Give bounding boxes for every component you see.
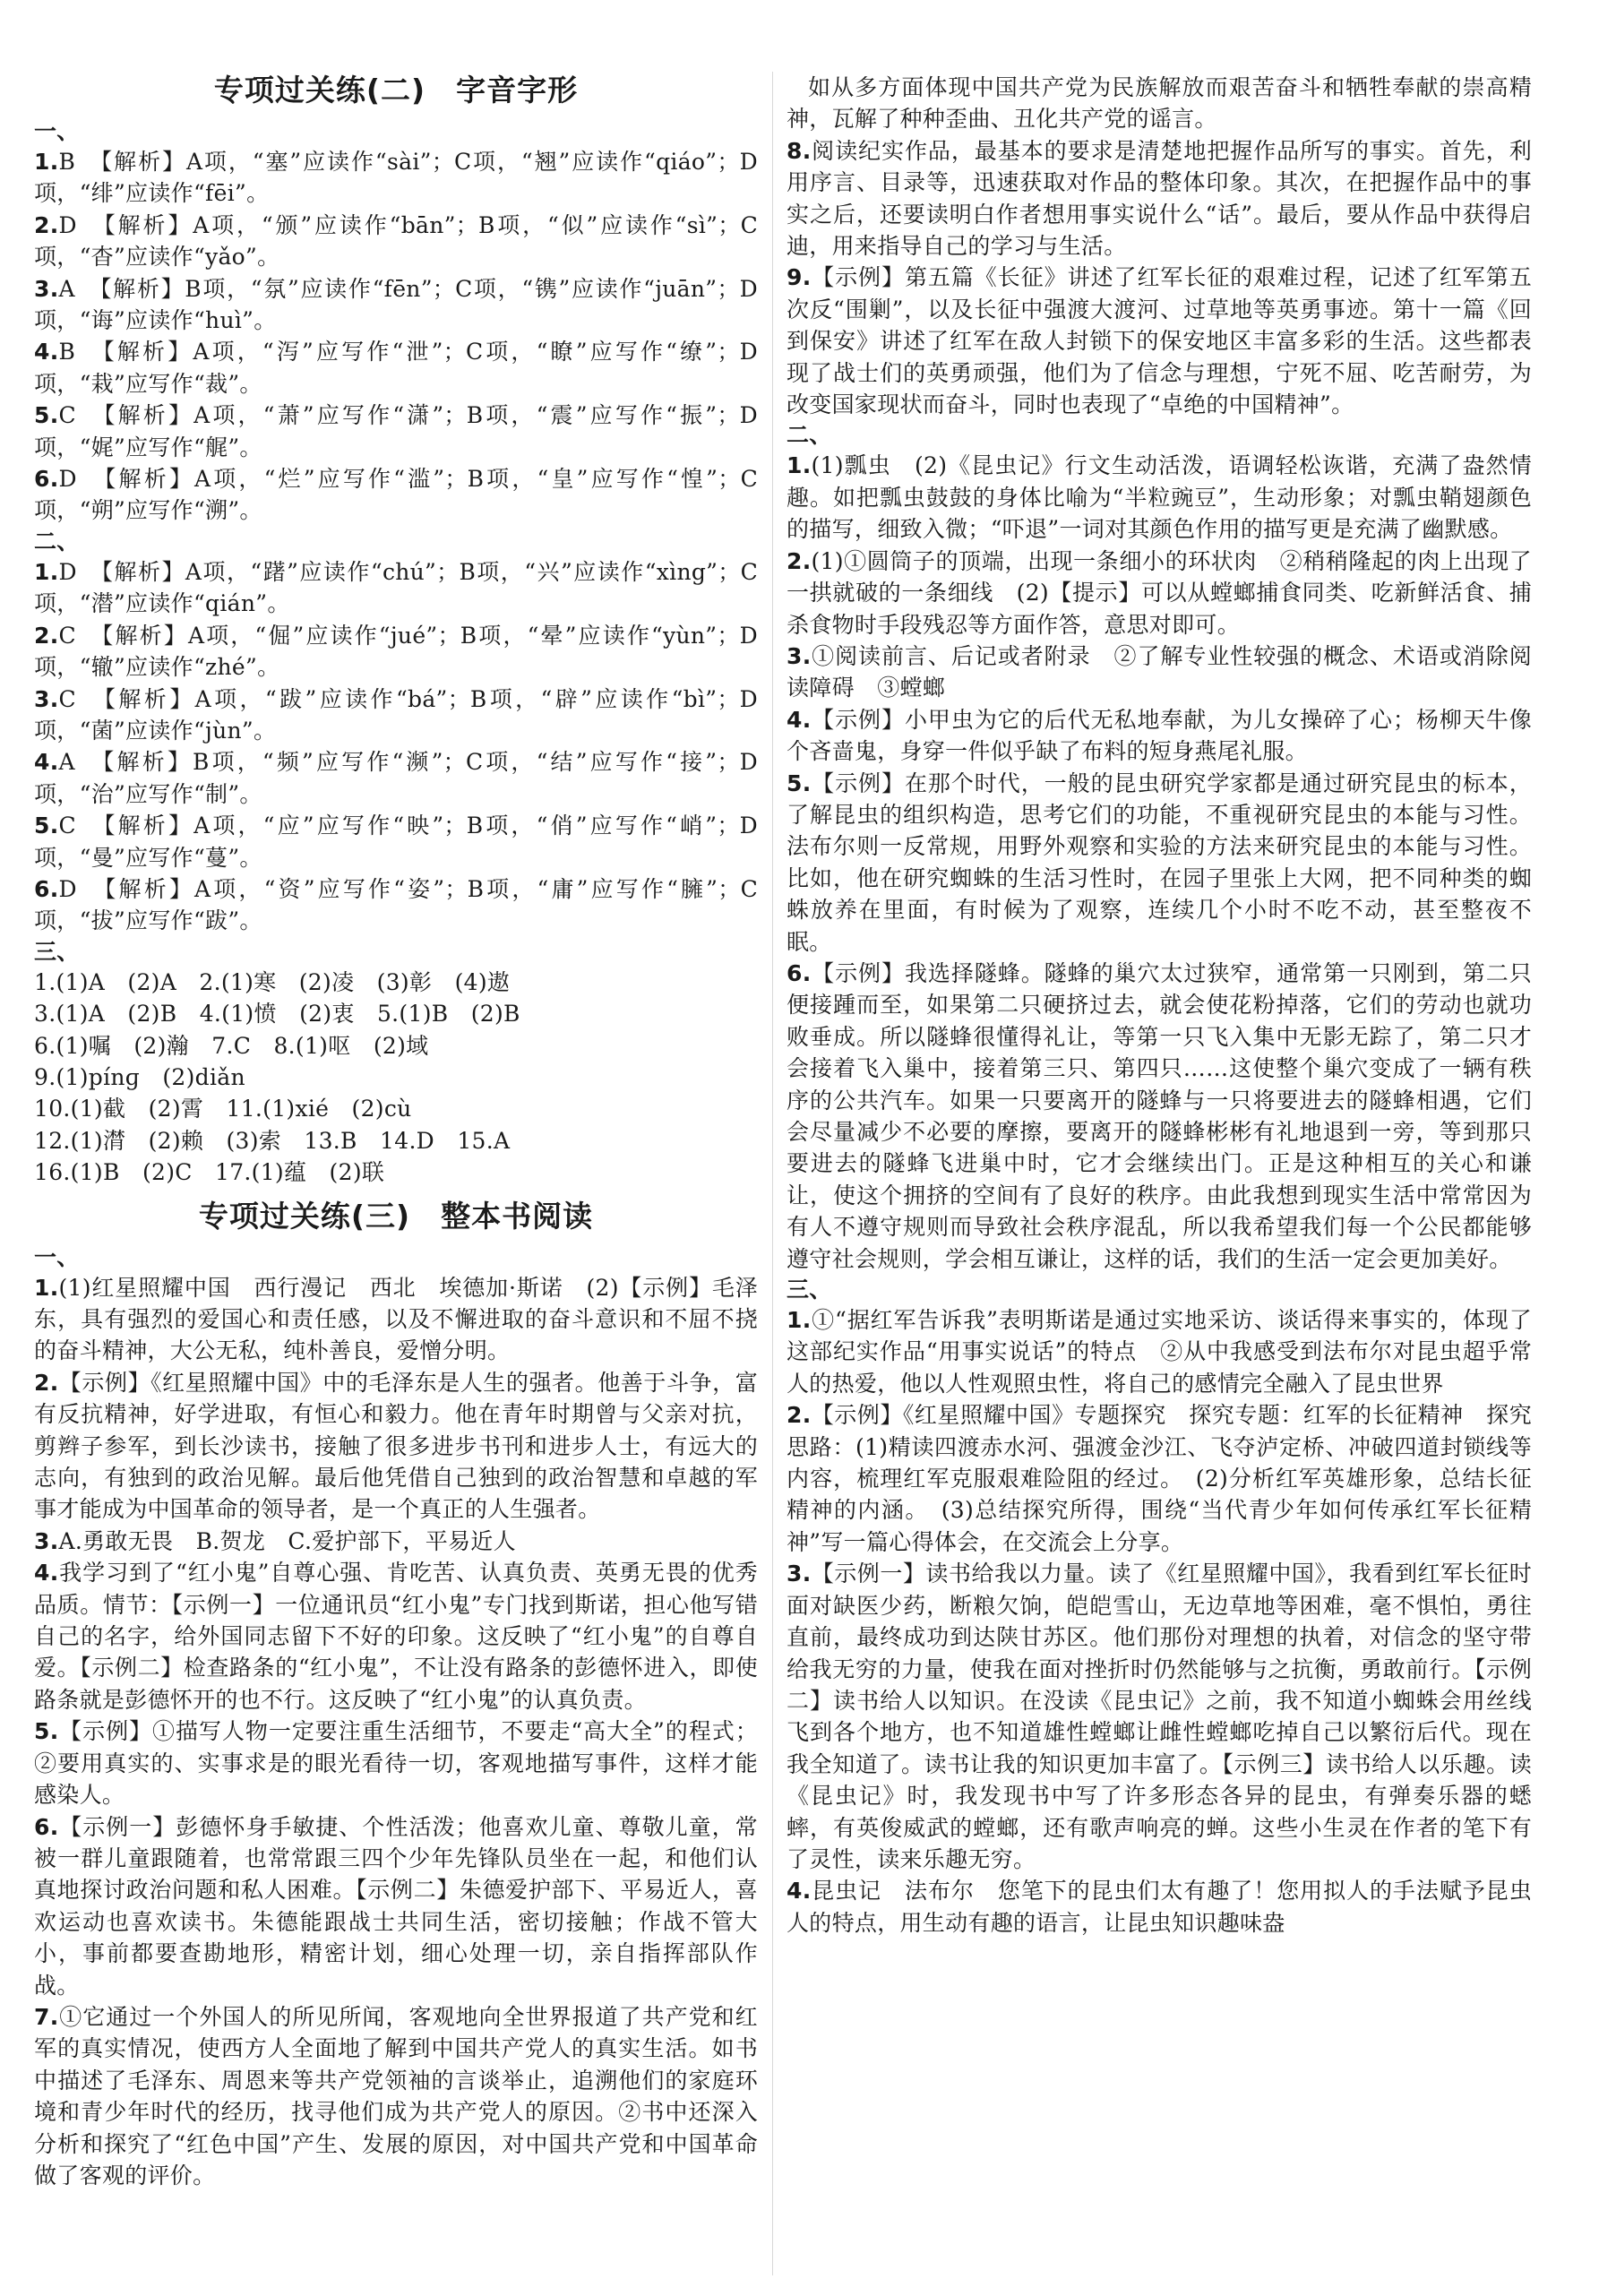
answer-number: 1. bbox=[787, 1307, 812, 1334]
short-answer-line: 12.(1)潸 (2)赖 (3)索 13.B 14.D 15.A bbox=[34, 1127, 511, 1154]
answer-list bbox=[787, 1304, 1532, 1939]
answer-text: C 【解析】A项，“跋”应读作“bá”；B项，“辟”应读作“bì”；D项，“菌”应读作“jùn”。 bbox=[34, 685, 758, 744]
answer-text: D 【解析】A项，“躇”应读作“chú”；B项，“兴”应读作“xìng”；C项，“潜”应读作“qián”。 bbox=[34, 558, 758, 617]
answer-number: 5. bbox=[787, 770, 812, 796]
answer-number: 1. bbox=[34, 149, 59, 175]
answer-number: 4. bbox=[787, 1878, 812, 1905]
answer-list bbox=[34, 146, 758, 527]
answer-text: 我学习到了“红小鬼”自尊心强、肯吃苦、认真负责、英勇无畏的优秀品质。情节：【示例一】一位通讯员“红小鬼”专门找到斯诺，担心他写错自己的名字，给外国同志留下不好的印象。这反映了“红小鬼”的自尊自爱。【示例二】检查路条的“红小鬼”，不让没有路条的彭德怀进入，即使路条就是彭德怀开的也不行。这反映了“红小鬼”的认真负责。 bbox=[34, 1560, 758, 1713]
right-column bbox=[787, 72, 1532, 2284]
answer-item bbox=[787, 135, 1532, 262]
answer-text: 【示例】我选择隧蜂。隧蜂的巢穴太过狭窄，通常第一只刚到，第二只便接踵而至，如果第二只硬挤过去，就会使花粉掉落，它们的劳动也就功败垂成。所以隧蜂很懂得礼让，等第一只飞入集中无影无踪了，第二只才会接着飞入巢中，接着第三只、第四只……这使整个巢穴变成了一辆有秩序的公共汽车。如果一只要离开的隧蜂与一只将要进去的隧蜂相遇，它们会尽量减少不必要的摩擦，要离开的隧蜂彬彬有礼地退到一旁，等到那只要进去的隧蜂飞进巢中时，它才会继续出门。正是这种相互的关心和谦让，使这个拥挤的空间有了良好的秩序。由此我想到现实生活中常常因为有人不遵守规则而导致社会秩序混乱，所以我希望我们每一个公民都能够遵守社会规则，学会相互谦让，这样的话，我们的生活一定会更加美好。 bbox=[787, 959, 1532, 1272]
answer-text: (1)红星照耀中国 西行漫记 西北 埃德加·斯诺 (2)【示例】毛泽东，具有强烈的爱国心和责任感，以及不懈进取的奋斗意识和不屈不挠的奋斗精神，大公无私，纯朴善良，爱憎分明。 bbox=[34, 1274, 758, 1364]
answer-number: 3. bbox=[787, 1561, 812, 1587]
answer-number: 2. bbox=[34, 622, 59, 649]
answer-item bbox=[34, 463, 758, 527]
answer-text: D 【解析】A项，“资”应写作“姿”；B项，“庸”应写作“臃”；C项，“拔”应写作“跋”。 bbox=[34, 875, 758, 934]
answer-number: 8. bbox=[787, 137, 812, 164]
answer-item bbox=[34, 1367, 758, 1526]
answer-text: (1)①圆筒子的顶端，出现一条细小的环状肉 ②稍稍隆起的肉上出现了一拱就破的一条细线 (2)【提示】可以从螳螂捕食同类、吃新鲜活食、捕杀食物时手段残忍等方面作答，意思对即可。 bbox=[787, 547, 1532, 638]
answer-item bbox=[787, 450, 1532, 545]
answer-item bbox=[34, 1526, 758, 1557]
answer-list bbox=[34, 1272, 758, 2192]
part-heading: 三、 bbox=[34, 938, 80, 965]
answer-number: 3. bbox=[34, 1527, 59, 1554]
answer-item bbox=[34, 556, 758, 620]
answer-number: 1. bbox=[34, 1274, 59, 1301]
answer-list bbox=[34, 556, 758, 937]
answer-item bbox=[34, 2001, 758, 2191]
column-divider bbox=[772, 72, 773, 2275]
answer-number: 4. bbox=[787, 706, 812, 733]
answer-number: 3. bbox=[34, 685, 59, 712]
answer-number: 6. bbox=[34, 1813, 59, 1840]
part-heading: 二、 bbox=[787, 422, 832, 449]
answer-text: 【示例】①描写人物一定要注重生活细节，不要走“高大全”的程式；②要用真实的、实事求是的眼光看待一切，客观地描写事件，这样才能感染人。 bbox=[34, 1718, 758, 1809]
part-heading: 二、 bbox=[34, 528, 80, 555]
answer-item bbox=[34, 273, 758, 337]
answer-text: C 【解析】A项，“应”应写作“映”；B项，“俏”应写作“峭”；D项，“曼”应写作“蔓”。 bbox=[34, 813, 758, 871]
short-answer-line: 10.(1)截 (2)霄 11.(1)xié (2)cù bbox=[34, 1096, 412, 1122]
answer-text: 【示例】《红星照耀中国》中的毛泽东是人生的强者。他善于斗争，富有反抗精神，好学进取，有恒心和毅力。他在青年时期曾与父亲对抗，剪辫子参军，到长沙读书，接触了很多进步书刊和进步人士，有远大的志向，有独到的政治见解。最后他凭借自己独到的政治智慧和卓越的军事才能成为中国革命的领导者，是一个真正的人生强者。 bbox=[34, 1369, 758, 1523]
short-answer-list bbox=[34, 967, 758, 1189]
answer-item bbox=[34, 620, 758, 684]
answer-item bbox=[787, 546, 1532, 641]
answer-item bbox=[787, 768, 1532, 958]
answer-number: 4. bbox=[34, 339, 59, 365]
answer-number: 1. bbox=[787, 452, 812, 479]
answer-item bbox=[34, 810, 758, 873]
answer-text: B 【解析】A项，“塞”应读作“sài”；C项，“翘”应读作“qiáo”；D项，“绯”应读作“fēi”。 bbox=[34, 149, 758, 207]
answer-text: B 【解析】A项，“泻”应写作“泄”；C项，“瞭”应写作“缭”；D项，“栽”应写作“裁”。 bbox=[34, 339, 758, 397]
answer-list bbox=[787, 450, 1532, 1275]
answer-item bbox=[787, 1558, 1532, 1875]
answer-text: (1)瓢虫 (2)《昆虫记》行文生动活泼，语调轻松诙谐，充满了盎然情趣。如把瓢虫鼓鼓的身体比喻为“半粒豌豆”，生动形象；对瓢虫鞘翅颜色的描写，细致入微；“吓退”一词对其颜色作用的描写更是充满了幽默感。 bbox=[787, 452, 1532, 543]
answer-item bbox=[787, 641, 1532, 704]
answer-text: D 【解析】A项，“颁”应读作“bān”；B项，“似”应读作“sì”；C项，“杳”应读作“yǎo”。 bbox=[34, 211, 758, 271]
answer-number: 3. bbox=[34, 275, 59, 302]
answer-number: 7. bbox=[34, 2003, 59, 2030]
answer-item bbox=[787, 1304, 1532, 1399]
answer-number: 6. bbox=[787, 959, 812, 986]
answer-number: 1. bbox=[34, 558, 59, 585]
answer-text: 【示例】小甲虫为它的后代无私地奉献，为儿女操碎了心；杨柳天牛像个吝啬鬼，身穿一件似乎缺了布料的短身燕尾礼服。 bbox=[787, 706, 1532, 765]
answer-text: 【示例一】彭德怀身手敏捷、个性活泼；他喜欢儿童、尊敬儿童，常被一群儿童跟随着，也常常跟三四个少年先锋队员坐在一起，和他们认真地探讨政治问题和私人困难。【示例二】朱德爱护部下、平易近人，喜欢运动也喜欢读书。朱德能跟战士共同生活，密切接触；作战不管大小，事前都要查勘地形，精密计划，细心处理一切，亲自指挥部队作战。 bbox=[34, 1813, 758, 1999]
answer-number: 2. bbox=[34, 1369, 59, 1396]
answer-item bbox=[34, 146, 758, 210]
answer-text: ①阅读前言、后记或者附录 ②了解专业性较强的概念、术语或消除阅读障碍 ③螳螂 bbox=[787, 642, 1532, 701]
answer-number: 5. bbox=[34, 813, 59, 839]
answer-text: 阅读纪实作品，最基本的要求是清楚地把握作品所写的事实。首先，利用序言、目录等，迅速获取对作品的整体印象。其次，在把握作品中的事实之后，还要读明白作者想用事实说什么“话”。最后，要从作品中获得启迪，用来指导自己的学习与生活。 bbox=[787, 137, 1532, 260]
answer-text: 【示例】第五篇《长征》讲述了红军长征的艰难过程，记述了红军第五次反“围剿”，以及长征中强渡大渡河、过草地等英勇事迹。第十一篇《回到保安》讲述了红军在敌人封锁下的保安地区丰富多彩的生活。这些都表现了战士们的英勇顽强，他们为了信念与理想，宁死不屈、吃苦耐劳，为改变国家现状而奋斗，同时也表现了“卓绝的中国精神”。 bbox=[787, 264, 1532, 418]
continued-text: 如从多方面体现中国共产党为民族解放而艰苦奋斗和牺牲奉献的崇高精神，瓦解了种种歪曲、丑化共产党的谣言。 bbox=[787, 74, 1532, 133]
part-heading: 一、 bbox=[34, 118, 80, 144]
answer-item bbox=[34, 1811, 758, 2001]
answer-number: 6. bbox=[34, 466, 59, 493]
answer-number: 4. bbox=[34, 1560, 59, 1587]
answer-text: C 【解析】A项，“萧”应写作“潇”；B项，“震”应写作“振”；D项，“娓”应写作“艉”。 bbox=[34, 402, 758, 460]
answer-text: 【示例】在那个时代，一般的昆虫研究学家都是通过研究昆虫的标本，了解昆虫的组织构造，思考它们的功能，不重视研究昆虫的本能与习性。法布尔则一反常规，用野外观察和实验的方法来研究昆虫的本能与习性。比如，他在研究蜘蛛的生活习性时，在园子里张上大网，把不同种类的蜘蛛放养在里面，有时候为了观察，连续几个小时不吃不动，甚至整夜不眠。 bbox=[787, 770, 1532, 955]
answer-number: 4. bbox=[34, 749, 59, 776]
answer-text: 【示例一】读书给我以力量。读了《红星照耀中国》，我看到红军长征时面对缺医少药，断粮欠饷，皑皑雪山，无边草地等困难，毫不惧怕，勇往直前，最终成功到达陕甘苏区。他们那份对理想的执着，对信念的坚守带给我无穷的力量，使我在面对挫折时仍然能够与之抗衡，勇敢前行。【示例二】读书给人以知识。在没读《昆虫记》之前，我不知道小蜘蛛会用丝线飞到各个地方，也不知道雄性螳螂让雌性螳螂吃掉自己以繁衍后代。现在我全知道了。读书让我的知识更加丰富了。【示例三】读书给人以乐趣。读《昆虫记》时，我发现书中写了许多形态各异的昆虫，有弹奏乐器的蟋蟀，有英俊威武的螳螂，还有歌声响亮的蝉。这些小生灵在作者的笔下有了灵性，读来乐趣无穷。 bbox=[787, 1561, 1532, 1872]
answer-item bbox=[34, 1272, 758, 1367]
short-answer-line: 9.(1)pínɡ (2)diǎn bbox=[34, 1063, 245, 1090]
answer-text: 昆虫记 法布尔 您笔下的昆虫们太有趣了！您用拟人的手法赋予昆虫人的特点，用生动有趣的语言，让昆虫知识趣味盎 bbox=[787, 1878, 1532, 1936]
answer-item bbox=[34, 1716, 758, 1810]
answer-text: C 【解析】A项，“倔”应读作“jué”；B项，“晕”应读作“yùn”；D项，“辙”应读作“zhé”。 bbox=[34, 622, 758, 681]
answer-number: 5. bbox=[34, 402, 59, 429]
short-answer-line: 6.(1)嘱 (2)瀚 7.C 8.(1)呕 (2)域 bbox=[34, 1032, 429, 1059]
answer-item bbox=[787, 958, 1532, 1275]
short-answer-line: 16.(1)B (2)C 17.(1)蕴 (2)联 bbox=[34, 1159, 385, 1186]
answer-item bbox=[34, 336, 758, 400]
answer-text: 【示例】《红星照耀中国》专题探究 探究专题：红军的长征精神 探究思路：(1)精读四渡赤水河、强渡金沙江、飞夺泸定桥、冲破四道封锁线等内容，梳理红军克服艰难险阻的经过。 (2)分析红军英雄形象，总结长征精神的内涵。 (3)总结探究所得，围绕“当代青少年如何传承红军长征精神”写一篇心得体会，在交流会上分享。 bbox=[787, 1402, 1532, 1555]
answer-number: 2. bbox=[34, 211, 59, 238]
answer-text: ①它通过一个外国人的所见所闻，客观地向全世界报道了共产党和红军的真实情况，使西方人全面地了解到中国共产党人的真实生活。如书中描述了毛泽东、周恩来等共产党领袖的言谈举止，追溯他们的家庭环境和青少年时代的经历，找寻他们成为共产党人的原因。②书中还深入分析和探究了“红色中国”产生、发展的原因，对中国共产党和中国革命做了客观的评价。 bbox=[34, 2003, 758, 2189]
answer-item bbox=[34, 210, 758, 273]
answer-item bbox=[34, 684, 758, 747]
answer-item bbox=[34, 400, 758, 463]
answer-item bbox=[34, 1557, 758, 1716]
answer-item bbox=[787, 1875, 1532, 1939]
answer-text: A 【解析】B项，“频”应写作“濒”；C项，“结”应写作“接”；D项，“治”应写作“制”。 bbox=[34, 749, 758, 807]
answer-number: 3. bbox=[787, 642, 812, 669]
answer-item bbox=[787, 704, 1532, 768]
answer-text: D 【解析】A项，“烂”应写作“滥”；B项，“皇”应写作“惶”；C项，“朔”应写作“溯”。 bbox=[34, 466, 758, 524]
part-heading: 一、 bbox=[34, 1243, 80, 1270]
answer-list bbox=[787, 135, 1532, 421]
answer-item bbox=[787, 262, 1532, 420]
answer-number: 5. bbox=[34, 1718, 59, 1745]
section-title-2: 专项过关练(二) 字音字形 bbox=[213, 73, 579, 107]
section-title-3: 专项过关练(三) 整本书阅读 bbox=[198, 1198, 594, 1234]
answer-text: A 【解析】B项，“氛”应读作“fēn”；C项，“镌”应读作“juān”；D项，“诲”应读作“huì”。 bbox=[34, 275, 758, 334]
short-answer-line: 1.(1)A (2)A 2.(1)寒 (2)凌 (3)彰 (4)遨 bbox=[34, 968, 511, 995]
answer-item bbox=[787, 1399, 1532, 1558]
answer-number: 2. bbox=[787, 547, 812, 574]
answer-text: A.勇敢无畏 B.贺龙 C.爱护部下，平易近人 bbox=[58, 1527, 516, 1554]
answer-number: 2. bbox=[787, 1402, 812, 1429]
short-answer-line: 3.(1)A (2)B 4.(1)愤 (2)衷 5.(1)B (2)B bbox=[34, 1001, 520, 1028]
answer-number: 6. bbox=[34, 875, 59, 902]
answer-text: ①“据红军告诉我”表明斯诺是通过实地采访、谈话得来事实的，体现了这部纪实作品“用事实说话”的特点 ②从中我感受到法布尔对昆虫超乎常人的热爱，他以人性观照虫性，将自己的感情完全融入了昆虫世界 bbox=[787, 1307, 1532, 1397]
left-column bbox=[34, 63, 758, 2275]
answer-item bbox=[34, 746, 758, 810]
part-heading: 三、 bbox=[787, 1277, 832, 1303]
answer-number: 9. bbox=[787, 264, 812, 291]
answer-item bbox=[34, 873, 758, 937]
